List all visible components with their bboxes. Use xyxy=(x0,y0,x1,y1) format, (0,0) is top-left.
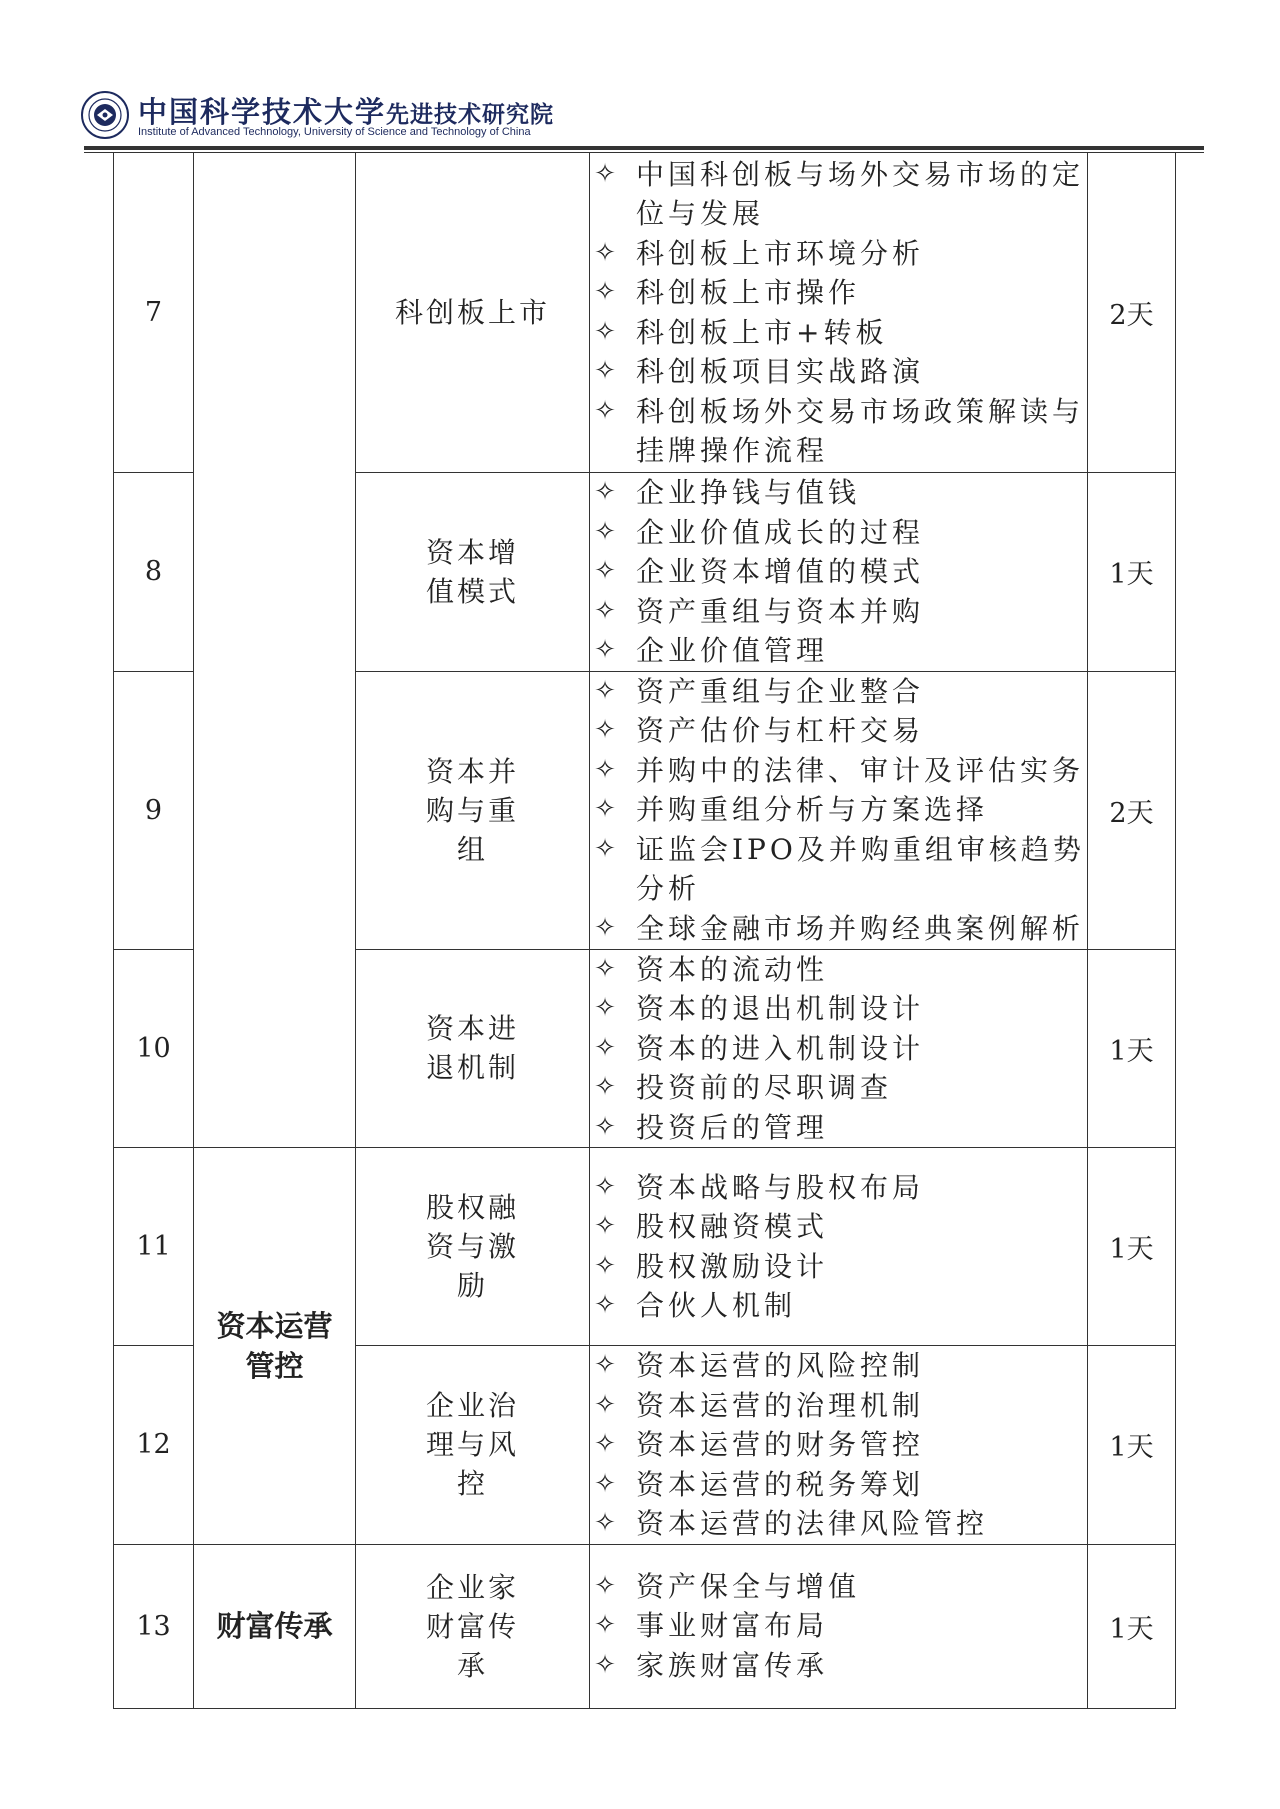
list-item: ✧ 企业资本增值的模式 xyxy=(590,552,1087,592)
list-item: ✧ 资本运营的风险控制 xyxy=(590,1346,1087,1386)
list-item: ✧ 股权激励设计 xyxy=(590,1247,1087,1287)
duration: 1天 xyxy=(1088,949,1176,1148)
bullet-icon: ✧ xyxy=(594,794,616,825)
topics-cell xyxy=(590,1148,1088,1346)
module-label: 企业治理与风控 xyxy=(425,1389,519,1501)
list-item: ✧ 企业价值成长的过程 xyxy=(590,513,1087,553)
bullet-icon: ✧ xyxy=(594,1508,616,1538)
module-name xyxy=(356,1346,590,1545)
list-item: ✧ 投资后的管理 xyxy=(590,1108,1087,1148)
module-name xyxy=(356,671,590,949)
topic-list xyxy=(590,950,1087,1148)
topics-cell xyxy=(590,153,1088,473)
bullet-icon: ✧ xyxy=(594,1072,616,1102)
bullet-icon: ✧ xyxy=(594,158,616,189)
row-number: 12 xyxy=(114,1346,194,1545)
bullet-icon: ✧ xyxy=(594,1171,616,1202)
module-name xyxy=(356,153,590,473)
table-row xyxy=(114,1544,1176,1708)
module-label: 股权融资与激励 xyxy=(425,1191,519,1302)
list-item: ✧ 资本运营的法律风险管控 xyxy=(590,1504,1087,1544)
category-label: 资本运营管控 xyxy=(216,1308,333,1383)
bullet-icon: ✧ xyxy=(594,1250,616,1281)
row-number: 8 xyxy=(114,473,194,672)
bullet-icon: ✧ xyxy=(594,715,616,746)
topic-list xyxy=(590,473,1087,671)
bullet-icon: ✧ xyxy=(594,595,616,626)
list-item: ✧ 事业财富布局 xyxy=(590,1606,1087,1646)
module-name xyxy=(356,473,590,672)
duration: 1天 xyxy=(1088,473,1176,672)
category-cell xyxy=(194,1148,356,1545)
bullet-icon: ✧ xyxy=(594,1649,616,1680)
list-item: ✧ 企业挣钱与值钱 xyxy=(590,473,1087,513)
list-item: ✧ 资本的流动性 xyxy=(590,950,1087,990)
category-cell xyxy=(194,1544,356,1708)
bullet-icon: ✧ xyxy=(594,237,616,268)
duration: 2天 xyxy=(1088,153,1176,473)
topic-list xyxy=(590,1346,1087,1544)
topics-cell xyxy=(590,671,1088,949)
topic-list xyxy=(590,1168,1087,1326)
list-item: ✧ 资产估价与杠杆交易 xyxy=(590,711,1087,751)
table-row xyxy=(114,153,1176,473)
bullet-icon: ✧ xyxy=(594,1290,616,1320)
list-item: ✧ 科创板项目实战路演 xyxy=(590,352,1087,392)
row-number: 9 xyxy=(114,671,194,949)
topic-list xyxy=(590,1567,1087,1686)
bullet-icon: ✧ xyxy=(594,1211,616,1241)
row-number: 10 xyxy=(114,949,194,1148)
bullet-icon: ✧ xyxy=(594,1468,616,1499)
list-item: ✧ 资本的退出机制设计 xyxy=(590,989,1087,1029)
duration: 1天 xyxy=(1088,1346,1176,1545)
bullet-icon: ✧ xyxy=(594,277,616,307)
university-name: 中国科学技术大学 xyxy=(138,95,387,129)
institution-name-en: Institute of Advanced Technology, University of Science and Technology of China xyxy=(138,126,531,138)
list-item: ✧ 科创板上市+转板 xyxy=(590,313,1087,353)
list-item: ✧ 资产重组与资本并购 xyxy=(590,592,1087,632)
module-label: 企业家财富传承 xyxy=(425,1570,519,1682)
list-item: ✧ 中国科创板与场外交易市场的定位与发展 xyxy=(590,155,1087,234)
module-label: 资本增值模式 xyxy=(425,535,519,608)
list-item: ✧ 家族财富传承 xyxy=(590,1646,1087,1686)
list-item: ✧ 证监会IPO及并购重组审核趋势分析 xyxy=(590,830,1087,909)
list-item: ✧ 资本运营的治理机制 xyxy=(590,1386,1087,1426)
bullet-icon: ✧ xyxy=(594,395,616,426)
module-label: 资本并购与重组 xyxy=(425,754,519,866)
bullet-icon: ✧ xyxy=(594,833,616,864)
list-item: ✧ 并购中的法律、审计及评估实务 xyxy=(590,751,1087,791)
list-item: ✧ 科创板上市操作 xyxy=(590,273,1087,313)
course-table xyxy=(113,152,1176,1709)
bullet-icon: ✧ xyxy=(594,316,616,347)
list-item: ✧ 资产保全与增值 xyxy=(590,1567,1087,1607)
bullet-icon: ✧ xyxy=(594,1610,616,1641)
bullet-icon: ✧ xyxy=(594,1429,616,1459)
row-number: 13 xyxy=(114,1544,194,1708)
list-item: ✧ 股权融资模式 xyxy=(590,1207,1087,1247)
row-number: 7 xyxy=(114,153,194,473)
header-rule xyxy=(84,146,1204,150)
bullet-icon: ✧ xyxy=(594,1389,616,1420)
list-item: ✧ 资本的进入机制设计 xyxy=(590,1029,1087,1069)
topics-cell xyxy=(590,473,1088,672)
duration: 1天 xyxy=(1088,1544,1176,1708)
bullet-icon: ✧ xyxy=(594,1032,616,1063)
institute-name: 先进技术研究院 xyxy=(386,101,555,128)
duration: 1天 xyxy=(1088,1148,1176,1346)
list-item: ✧ 投资前的尽职调查 xyxy=(590,1068,1087,1108)
list-item: ✧ 资本战略与股权布局 xyxy=(590,1168,1087,1208)
bullet-icon: ✧ xyxy=(594,1111,616,1142)
list-item: ✧ 科创板场外交易市场政策解读与挂牌操作流程 xyxy=(590,392,1087,471)
topics-cell xyxy=(590,1346,1088,1545)
list-item: ✧ 资本运营的财务管控 xyxy=(590,1425,1087,1465)
bullet-icon: ✧ xyxy=(594,1570,616,1601)
module-name xyxy=(356,1544,590,1708)
bullet-icon: ✧ xyxy=(594,993,616,1023)
list-item: ✧ 科创板上市环境分析 xyxy=(590,234,1087,274)
list-item: ✧ 资本运营的税务筹划 xyxy=(590,1465,1087,1505)
row-number: 11 xyxy=(114,1148,194,1346)
bullet-icon: ✧ xyxy=(594,953,616,984)
page-header xyxy=(80,84,1200,154)
bullet-icon: ✧ xyxy=(594,675,616,706)
bullet-icon: ✧ xyxy=(594,635,616,665)
duration: 2天 xyxy=(1088,671,1176,949)
category-label: 财富传承 xyxy=(216,1609,333,1643)
list-item: ✧ 全球金融市场并购经典案例解析 xyxy=(590,909,1087,949)
institution-name xyxy=(138,90,554,131)
bullet-icon: ✧ xyxy=(594,556,616,586)
category-cell xyxy=(194,153,356,1148)
bullet-icon: ✧ xyxy=(594,754,616,785)
list-item: ✧ 企业价值管理 xyxy=(590,631,1087,671)
bullet-icon: ✧ xyxy=(594,912,616,943)
bullet-icon: ✧ xyxy=(594,1350,616,1380)
topics-cell xyxy=(590,949,1088,1148)
ustc-logo-icon xyxy=(80,90,130,140)
module-name xyxy=(356,1148,590,1346)
table-row xyxy=(114,1148,1176,1346)
list-item: ✧ 资产重组与企业整合 xyxy=(590,672,1087,712)
module-label: 科创板上市 xyxy=(394,296,550,329)
topics-cell xyxy=(590,1544,1088,1708)
topic-list xyxy=(590,672,1087,949)
module-label: 资本进退机制 xyxy=(425,1012,519,1085)
bullet-icon: ✧ xyxy=(594,356,616,386)
bullet-icon: ✧ xyxy=(594,516,616,547)
module-name xyxy=(356,949,590,1148)
list-item: ✧ 合伙人机制 xyxy=(590,1286,1087,1326)
bullet-icon: ✧ xyxy=(594,477,616,507)
list-item: ✧ 并购重组分析与方案选择 xyxy=(590,790,1087,830)
topic-list xyxy=(590,155,1087,471)
